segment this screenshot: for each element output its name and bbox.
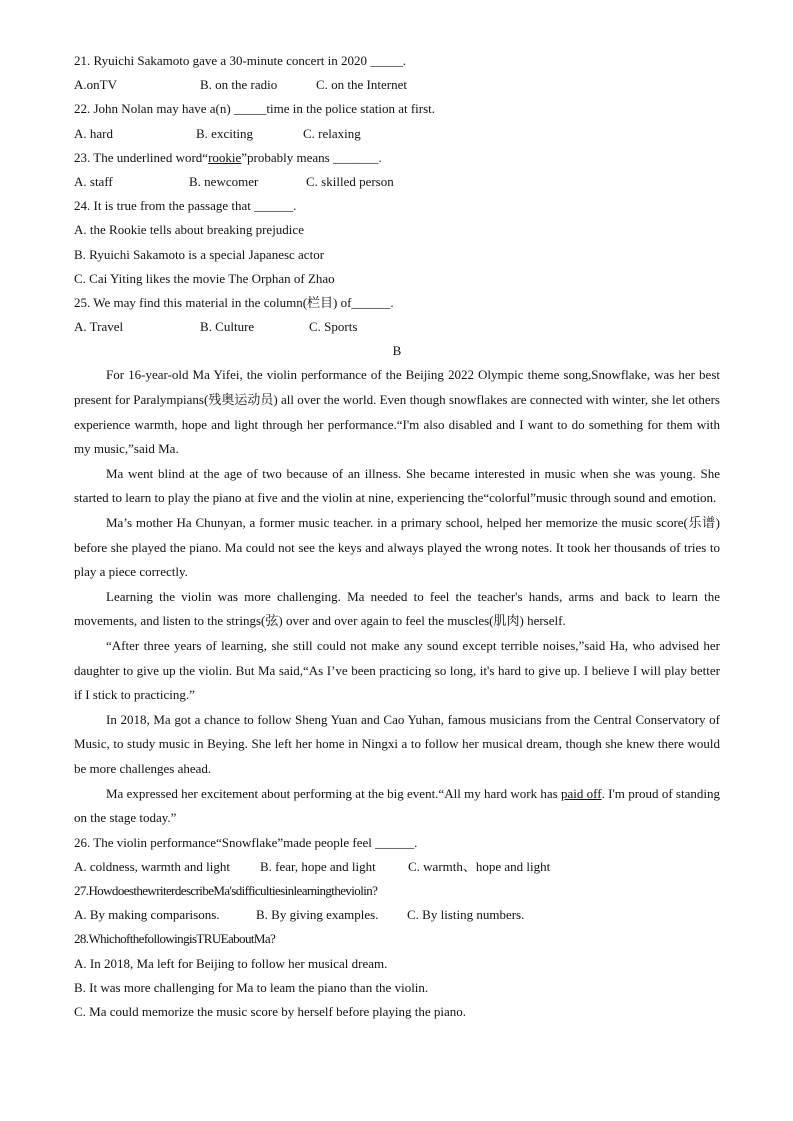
question-23-stem-post: ”probably means _______.	[241, 149, 382, 165]
question-23-stem	[74, 146, 720, 170]
question-25-option-b: B. Culture	[200, 319, 255, 335]
question-21-option-c: C. on the Internet	[316, 77, 407, 93]
question-26-option-b: B. fear, hope and light	[260, 858, 376, 874]
question-26-option-c: C. warmth、hope and light	[408, 858, 551, 874]
question-23-option-c: C. skilled person	[306, 173, 394, 189]
question-24-option-c: C. Cai Yiting likes the movie The Orphan of Zhao	[74, 270, 335, 286]
question-25-option-c: C. Sports	[309, 319, 358, 335]
question-23-option-a: A. staff	[74, 173, 113, 189]
question-22-options	[74, 122, 720, 146]
question-27-stem: 27.HowdoesthewriterdescribeMa'sdifficultiesinlearningtheviolin?	[74, 883, 378, 899]
question-28-option-a: A. In 2018, Ma left for Beijing to follow her musical dream.	[74, 955, 388, 971]
question-22-option-a: A. hard	[74, 125, 113, 141]
question-27-options	[74, 903, 720, 927]
question-23-option-b: B. newcomer	[189, 173, 259, 189]
question-21-stem: 21. Ryuichi Sakamoto gave a 30-minute concert in 2020 _____.	[74, 53, 406, 68]
question-21-option-a: A.onTV	[74, 77, 117, 93]
question-23-stem-pre: 23. The underlined word“	[74, 149, 209, 165]
page-content	[74, 49, 720, 1024]
passage-paragraph-7	[74, 782, 720, 831]
question-24-option-b: B. Ryuichi Sakamoto is a special Japanesc actor	[74, 246, 325, 262]
question-27-option-c: C. By listing numbers.	[407, 907, 525, 923]
question-26-options	[74, 855, 720, 879]
question-26-stem: 26. The violin performance“Snowflake”made people feel ______.	[74, 834, 418, 850]
question-26-option-a: A. coldness, warmth and light	[74, 858, 230, 874]
question-21-options	[74, 73, 720, 97]
question-25-option-a: A. Travel	[74, 319, 124, 335]
question-22-stem: 22. John Nolan may have a(n) _____time in the police station at first.	[74, 101, 436, 117]
passage-paragraph-5: “After three years of learning, she still could not make any sound except terrible noises,”said Ha, who advised her daughter to give up the violin. But Ma said,“As I’ve been practicing so long, it's hard to give up. I believe I will play better if I stick to practicing.”	[74, 637, 720, 703]
section-b-heading: B	[392, 343, 402, 359]
question-22-option-c: C. relaxing	[303, 125, 361, 141]
question-27-option-a: A. By making comparisons.	[74, 907, 220, 923]
passage-paragraph-4: Learning the violin was more challenging. Ma needed to feel the teacher's hands, arms and back to learn the movements, and listen to the strings(弦) over and over again to feel the muscles(肌肉) herself.	[74, 588, 720, 629]
passage-paragraph-2: Ma went blind at the age of two because of an illness. She became interested in music when she was young. She started to learn to play the piano at five and the violin at nine, experiencing the“colorful”music through sound and emotion.	[74, 465, 720, 506]
question-25-options	[74, 315, 720, 339]
underlined-phrase-paid-off: paid off	[561, 785, 602, 801]
question-23-underlined-word: rookie	[208, 149, 242, 165]
passage-paragraph-7-pre: Ma expressed her excitement about performing at the big event.“All my hard work has	[106, 785, 561, 801]
question-23-options	[74, 170, 720, 194]
passage-paragraph-7-post: . I'm proud of standing on the stage today.”	[74, 785, 720, 826]
question-25-stem: 25. We may find this material in the column(栏目) of______.	[74, 294, 394, 310]
question-28-option-c: C. Ma could memorize the music score by herself before playing the piano.	[74, 1004, 467, 1020]
question-24-stem: 24. It is true from the passage that ______.	[74, 198, 297, 214]
passage-paragraph-3: Ma’s mother Ha Chunyan, a former music teacher. in a primary school, helped her memorize the music score(乐谱) before she played the piano. Ma could not see the keys and always played the wrong notes. It took her thousands of tries to play a piece correctly.	[74, 515, 720, 580]
question-27-option-b: B. By giving examples.	[256, 907, 379, 923]
question-24-option-a: A. the Rookie tells about breaking prejudice	[74, 222, 304, 238]
question-21-option-b: B. on the radio	[200, 77, 278, 93]
passage-paragraph-1: For 16-year-old Ma Yifei, the violin performance of the Beijing 2022 Olympic theme song,Snowflake, was her best present for Paralympians(残奥运动员) all over the world. Even though snowflakes are connected with winter, she let others experience warmth, hope and light through her performance.“I'm also disabled and I want to do something for them with my music,”said Ma.	[74, 367, 720, 457]
passage-paragraph-6: In 2018, Ma got a chance to follow Sheng Yuan and Cao Yuhan, famous musicians from the Central Conservatory of Music, to study music in Beying. She left her home in Ningxi a to follow her musical dream, though she knew there would be more challenges ahead.	[74, 711, 720, 776]
question-22-option-b: B. exciting	[196, 125, 254, 141]
question-28-option-b: B. It was more challenging for Ma to leam the piano than the violin.	[74, 979, 429, 995]
question-28-stem: 28.WhichofthefollowingisTRUEaboutMa?	[74, 931, 276, 947]
